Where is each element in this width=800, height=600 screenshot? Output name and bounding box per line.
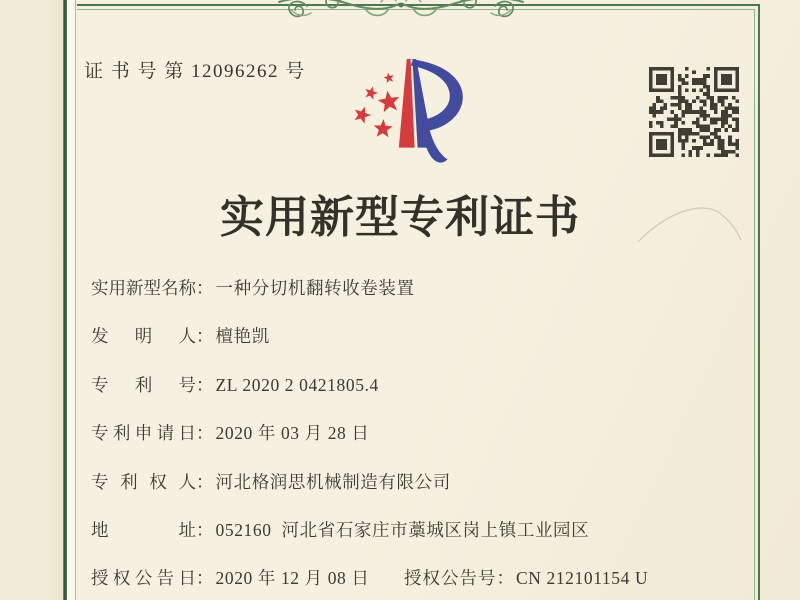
field-row-patentee <box>91 471 589 519</box>
emblem-stars <box>355 73 400 138</box>
qr-code <box>649 67 739 157</box>
field-value-utility-model-name: 一种分切机翻转收卷装置 <box>215 278 415 298</box>
field-colon: ： <box>196 471 214 492</box>
field-value-inventor: 檀艳凯 <box>215 326 270 347</box>
field-label-patentee: 专利权人 <box>91 471 196 492</box>
field-colon: ： <box>496 568 514 588</box>
field-colon: ： <box>196 374 214 395</box>
certificate-title: 实用新型专利证书 <box>220 193 580 242</box>
certificate-number: 证 书 号 第 12096262 号 <box>84 61 306 82</box>
field-value-address: 052160 河北省石家庄市藁城区岗上镇工业园区 <box>215 519 590 540</box>
field-value-patent-number: ZL 2020 2 0421805.4 <box>215 374 379 395</box>
field-label-filing-date: 专利申请日 <box>91 423 196 444</box>
grant-publication-number <box>404 567 648 589</box>
field-label-grant-date: 授权公告日 <box>91 568 196 589</box>
field-value-grant-date: 2020 年 12 月 08 日 <box>215 568 370 589</box>
left-page-surface <box>0 0 63 600</box>
field-value-grant-publication: CN 212101154 U <box>516 568 649 588</box>
star-icon <box>384 73 394 83</box>
field-colon: ： <box>196 519 214 540</box>
field-colon: ： <box>196 423 214 444</box>
field-value-filing-date: 2020 年 03 月 28 日 <box>215 423 370 444</box>
field-row-utility-model-name <box>91 277 589 325</box>
field-row-patent-number <box>91 374 589 422</box>
flourish-ornament-icon <box>277 0 525 30</box>
star-icon <box>374 119 393 137</box>
fields-list <box>91 277 589 600</box>
cnipa-emblem-icon <box>340 55 468 170</box>
field-label-address: 地址 <box>91 519 196 540</box>
page-edge-strip <box>67 0 76 600</box>
field-row-inventor <box>91 325 589 373</box>
field-value-patentee: 河北格润思机械制造有限公司 <box>215 471 451 492</box>
field-label-inventor: 发明人 <box>91 326 196 347</box>
field-colon: ： <box>196 568 214 589</box>
field-colon: ： <box>196 278 214 298</box>
star-icon <box>378 91 400 113</box>
field-label-grant-publication: 授权公告号 <box>404 568 497 588</box>
field-row-address <box>91 519 589 567</box>
star-icon <box>355 107 372 124</box>
field-row-filing-date <box>91 422 589 470</box>
star-icon <box>365 86 378 99</box>
field-label-patent-number: 专利号 <box>91 374 196 395</box>
field-colon: ： <box>196 326 214 347</box>
field-label-utility-model-name: 实用新型名称 <box>91 278 196 298</box>
